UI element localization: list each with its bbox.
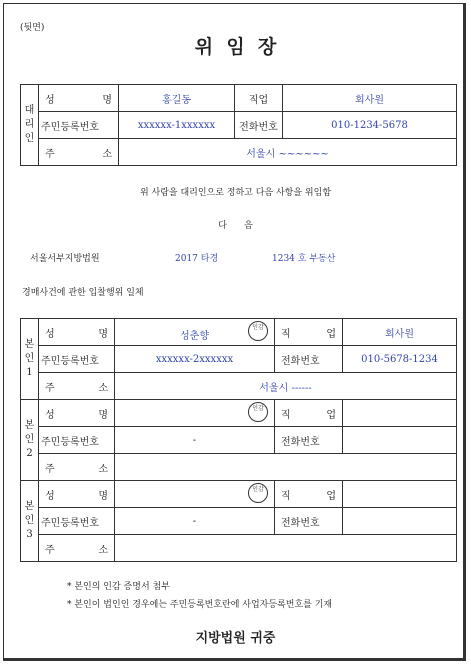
principal-1-job-label: 직 업 (275, 319, 343, 346)
note-2: * 본인이 법인인 경우에는 주민등록번호란에 사업자등록번호를 기재 (67, 600, 333, 610)
principal-1-name-cell (115, 319, 275, 346)
note-1: * 본인의 인감 증명서 첨부 (67, 582, 170, 592)
seal-stamp-2: 인감 (248, 402, 268, 422)
principal-1-id-value: xxxxxx-2xxxxxx (115, 346, 275, 373)
principal-1-name-label: 성 명 (39, 319, 115, 346)
page-title: 위 임 장 (194, 36, 277, 58)
case-number: 1234 호 부동산 (272, 254, 336, 264)
principal-1-phone-label: 전화번호 (275, 346, 343, 373)
agent-table (20, 84, 457, 166)
agent-job-value: 회사원 (283, 85, 457, 112)
principal-1-phone-value: 010-5678-1234 (343, 346, 457, 373)
court-name: 서울서부지방법원 (30, 254, 100, 264)
agent-phone-label: 전화번호 (235, 112, 283, 139)
case-year: 2017 타경 (175, 254, 219, 264)
principal-3-address-label: 주 소 (39, 535, 115, 562)
principal-3-name-cell (115, 481, 275, 508)
addressee: 지방법원 귀중 (195, 631, 276, 646)
principal-2-name-cell (115, 400, 275, 427)
principal-2-id-label: 주민등록번호 (39, 427, 115, 454)
agent-name-value: 홍길동 (119, 85, 235, 112)
agent-address-label: 주 소 (39, 139, 119, 166)
principal-3-id-label: 주민등록번호 (39, 508, 115, 535)
agent-job-label: 직업 (235, 85, 283, 112)
agent-id-label: 주민등록번호 (39, 112, 119, 139)
principal-3-job-label: 직 업 (275, 481, 343, 508)
principal-2-job-label: 직 업 (275, 400, 343, 427)
delegation-text: 위 사람을 대리인으로 정하고 다음 사항을 위임함 (139, 188, 332, 198)
seal-stamp-3: 인감 (248, 483, 268, 503)
principal-3-address-value (115, 535, 457, 562)
principal-3-phone-value (343, 508, 457, 535)
principal-1-address-value: 서울시 ------ (115, 373, 457, 400)
principal-1-job-value: 회사원 (343, 319, 457, 346)
agent-name-label: 성 명 (39, 85, 119, 112)
principal-1-name-value: 성춘향 (180, 331, 209, 342)
principal-2-phone-value (343, 427, 457, 454)
principal-2-address-value (115, 454, 457, 481)
principal-table (20, 318, 457, 562)
principal-3-phone-label: 전화번호 (275, 508, 343, 535)
principal-2-id-value: - (115, 427, 275, 454)
principal-1-address-label: 주 소 (39, 373, 115, 400)
principal-1-side-label: 본 인 1 (21, 319, 39, 400)
principal-2-side-label: 본 인 2 (21, 400, 39, 481)
principal-2-name-label: 성 명 (39, 400, 115, 427)
principal-2-address-label: 주 소 (39, 454, 115, 481)
principal-3-name-label: 성 명 (39, 481, 115, 508)
agent-side-label: 대 리 인 (21, 85, 39, 166)
seal-stamp-1: 인감 (248, 321, 268, 341)
page-label: (뒷면) (20, 23, 45, 33)
agent-address-value: 서울시 ~~~~~~ (119, 139, 457, 166)
agent-id-value: xxxxxx-1xxxxxx (119, 112, 235, 139)
principal-3-id-value: - (115, 508, 275, 535)
agent-phone-value: 010-1234-5678 (283, 112, 457, 139)
principal-3-side-label: 본 인 3 (21, 481, 39, 562)
principal-2-job-value (343, 400, 457, 427)
principal-1-id-label: 주민등록번호 (39, 346, 115, 373)
principal-2-phone-label: 전화번호 (275, 427, 343, 454)
auction-text: 경매사건에 관한 입찰행위 일체 (22, 288, 144, 298)
principal-3-job-value (343, 481, 457, 508)
next-label: 다 음 (218, 221, 253, 231)
